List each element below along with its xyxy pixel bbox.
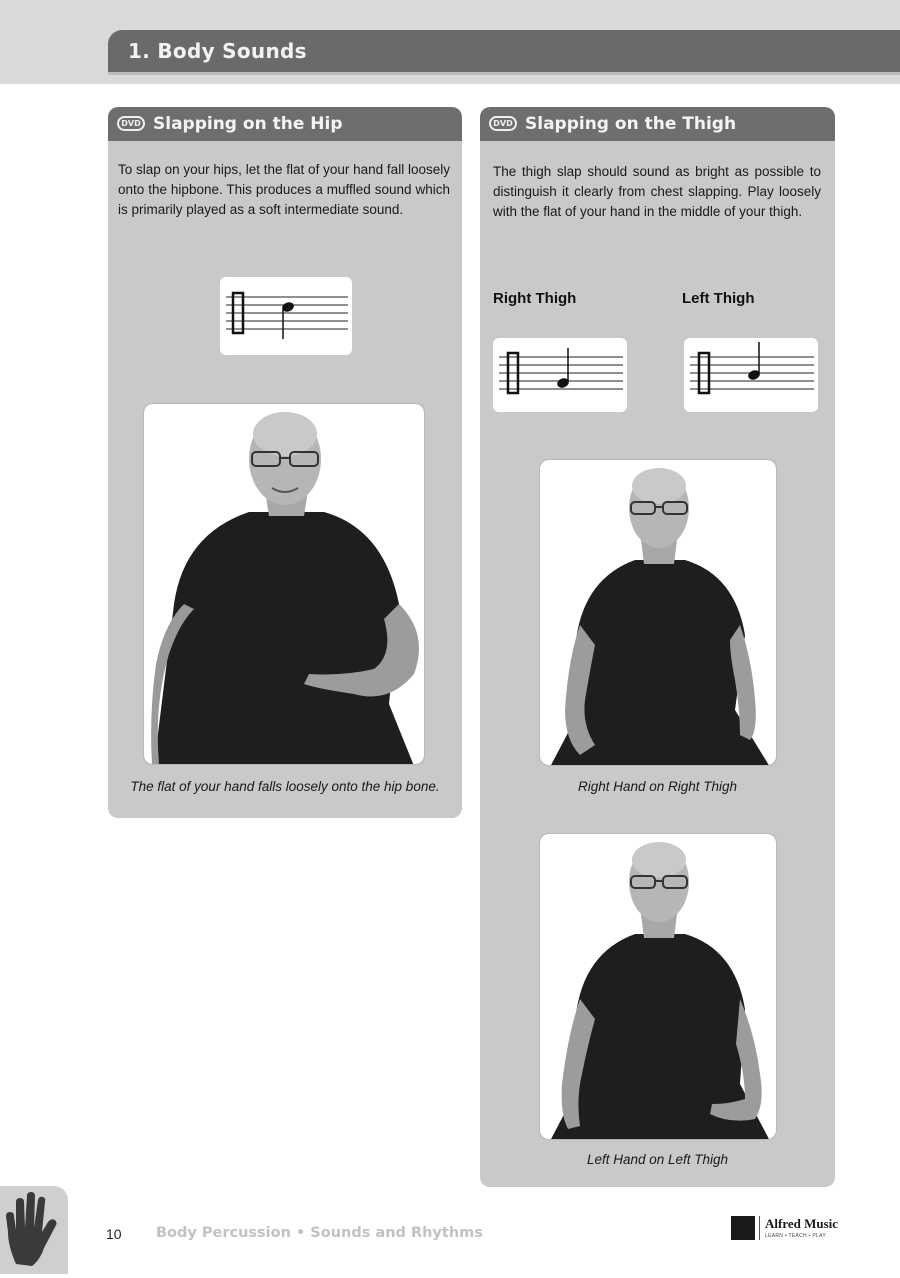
- thigh-section: [480, 107, 835, 1187]
- hand-icon: [0, 1186, 68, 1274]
- right-thigh-photo: [539, 459, 777, 766]
- hip-notation: [220, 277, 352, 355]
- thigh-section-title: Slapping on the Thigh: [525, 114, 737, 134]
- left-thigh-photo: [539, 833, 777, 1140]
- publisher-name: Alfred Music: [765, 1216, 839, 1231]
- hip-photo: [143, 403, 425, 765]
- alfred-logo-icon: [731, 1216, 755, 1240]
- right-thigh-notation: [493, 338, 627, 412]
- hip-section-header: [108, 107, 462, 141]
- dvd-icon: DVD: [117, 116, 145, 131]
- dvd-icon: DVD: [489, 116, 517, 131]
- hand-tab: [0, 1186, 68, 1274]
- hip-section-title: Slapping on the Hip: [153, 114, 343, 134]
- right-thigh-label: Right Thigh: [493, 290, 577, 307]
- left-thigh-label: Left Thigh: [682, 290, 755, 307]
- left-thigh-notation: [684, 338, 818, 412]
- chapter-header-bar: [108, 30, 900, 72]
- person-left-thigh-illustration: [540, 834, 777, 1140]
- left-thigh-caption: Left Hand on Left Thigh: [586, 1152, 729, 1167]
- person-right-thigh-illustration: [540, 460, 777, 766]
- publisher-tagline: LEARN • TEACH • PLAY: [765, 1233, 826, 1239]
- book-title: Body Percussion • Sounds and Rhythms: [156, 1225, 483, 1241]
- right-thigh-staff-svg: [493, 338, 627, 412]
- page-number: 10: [106, 1226, 122, 1242]
- chapter-rule: [108, 72, 900, 75]
- right-thigh-caption: Right Hand on Right Thigh: [577, 779, 738, 794]
- hip-staff-svg: [220, 277, 352, 355]
- person-hip-slap-illustration: [144, 404, 425, 765]
- chapter-title: 1. Body Sounds: [128, 39, 307, 63]
- logo-separator: [759, 1216, 760, 1240]
- hip-description: To slap on your hips, let the flat of your hand fall loosely onto the hipbone. This produces a muffled sound which is primarily played as a soft intermediate sound.: [118, 162, 450, 217]
- thigh-section-header: [480, 107, 835, 141]
- hip-section: [108, 107, 462, 818]
- thigh-description: The thigh slap should sound as bright as possible to distinguish it clearly from chest slapping. Play loosely with the flat of your hand in the middle of your thigh.: [493, 164, 821, 219]
- hip-caption: The flat of your hand falls loosely onto the hip bone.: [130, 779, 440, 794]
- left-thigh-staff-svg: [684, 338, 818, 412]
